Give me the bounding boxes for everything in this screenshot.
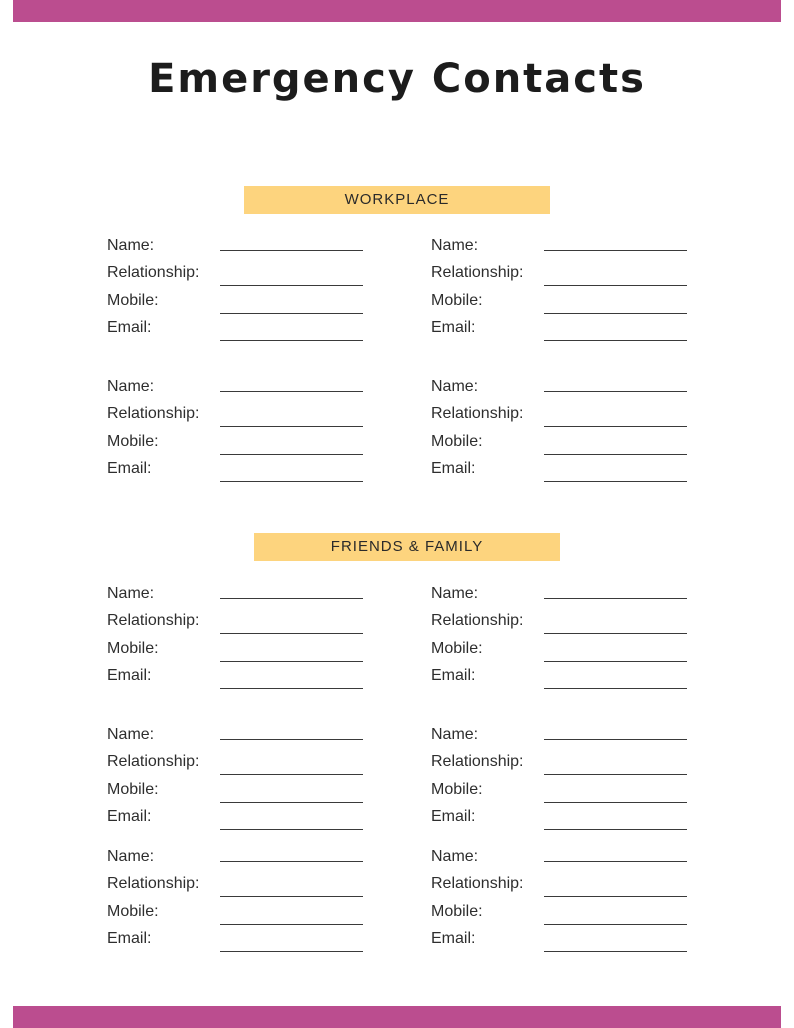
top-accent-bar <box>13 0 781 22</box>
write-in-line-mobile[interactable] <box>220 802 363 803</box>
contact-field-email <box>107 667 367 694</box>
contact-field-relationship <box>431 612 691 639</box>
contact-block <box>107 585 367 694</box>
contact-field-relationship <box>431 753 691 780</box>
contact-field-name <box>431 237 691 264</box>
write-in-line-email[interactable] <box>220 829 363 830</box>
write-in-line-email[interactable] <box>544 951 687 952</box>
field-label-name: Name: <box>431 848 479 865</box>
write-in-line-email[interactable] <box>544 688 687 689</box>
write-in-line-relationship[interactable] <box>544 285 687 286</box>
contact-field-mobile <box>107 292 367 319</box>
contact-field-mobile <box>431 292 691 319</box>
field-label-email: Email: <box>431 459 476 477</box>
contact-field-name <box>107 378 367 405</box>
write-in-line-email[interactable] <box>220 340 363 341</box>
write-in-line-relationship[interactable] <box>544 774 687 775</box>
field-label-mobile: Mobile: <box>431 639 483 657</box>
contact-field-mobile <box>431 781 691 808</box>
contact-field-name <box>107 726 367 753</box>
contact-field-relationship <box>431 875 691 902</box>
contact-block <box>431 585 691 694</box>
contact-field-name <box>431 726 691 753</box>
field-label-relationship: Relationship: <box>107 264 200 282</box>
field-label-name: Name: <box>107 237 155 254</box>
write-in-line-mobile[interactable] <box>544 313 687 314</box>
field-label-mobile: Mobile: <box>431 902 483 920</box>
write-in-line-name[interactable] <box>544 739 687 740</box>
field-label-name: Name: <box>431 378 479 395</box>
contact-field-mobile <box>431 433 691 460</box>
field-label-relationship: Relationship: <box>431 753 524 771</box>
field-label-name: Name: <box>107 378 155 395</box>
write-in-line-relationship[interactable] <box>544 896 687 897</box>
write-in-line-relationship[interactable] <box>544 426 687 427</box>
write-in-line-name[interactable] <box>220 598 363 599</box>
write-in-line-mobile[interactable] <box>544 802 687 803</box>
write-in-line-mobile[interactable] <box>544 661 687 662</box>
field-label-email: Email: <box>431 929 476 947</box>
contact-field-email <box>107 460 367 487</box>
contact-field-name <box>107 848 367 875</box>
field-label-name: Name: <box>107 585 155 602</box>
field-label-relationship: Relationship: <box>107 753 200 771</box>
field-label-relationship: Relationship: <box>431 612 524 630</box>
field-label-mobile: Mobile: <box>107 639 159 657</box>
write-in-line-email[interactable] <box>220 481 363 482</box>
field-label-name: Name: <box>107 726 155 743</box>
field-label-relationship: Relationship: <box>107 612 200 630</box>
field-label-email: Email: <box>431 807 476 825</box>
contact-field-name <box>431 585 691 612</box>
field-label-mobile: Mobile: <box>107 432 159 450</box>
write-in-line-mobile[interactable] <box>220 454 363 455</box>
contact-field-email <box>431 460 691 487</box>
field-label-email: Email: <box>107 666 152 684</box>
field-label-name: Name: <box>431 726 479 743</box>
contact-field-relationship <box>107 264 367 291</box>
write-in-line-relationship[interactable] <box>220 426 363 427</box>
contact-field-email <box>107 808 367 835</box>
field-label-email: Email: <box>107 459 152 477</box>
field-label-name: Name: <box>431 585 479 602</box>
write-in-line-email[interactable] <box>220 951 363 952</box>
field-label-email: Email: <box>107 318 152 336</box>
section-header-workplace: WORKPLACE <box>244 186 550 214</box>
field-label-mobile: Mobile: <box>431 432 483 450</box>
write-in-line-name[interactable] <box>220 739 363 740</box>
field-label-mobile: Mobile: <box>107 780 159 798</box>
bottom-accent-bar <box>13 1006 781 1028</box>
write-in-line-name[interactable] <box>544 391 687 392</box>
contact-field-mobile <box>431 640 691 667</box>
contact-block <box>107 848 367 957</box>
contact-field-mobile <box>107 903 367 930</box>
contact-field-mobile <box>107 640 367 667</box>
write-in-line-mobile[interactable] <box>220 313 363 314</box>
contact-block <box>107 726 367 835</box>
contact-field-mobile <box>431 903 691 930</box>
contact-field-relationship <box>107 875 367 902</box>
field-label-email: Email: <box>107 929 152 947</box>
contact-field-name <box>107 585 367 612</box>
contact-block <box>107 237 367 346</box>
write-in-line-relationship[interactable] <box>220 633 363 634</box>
write-in-line-name[interactable] <box>220 861 363 862</box>
contact-block <box>431 726 691 835</box>
write-in-line-email[interactable] <box>544 481 687 482</box>
write-in-line-name[interactable] <box>220 250 363 251</box>
contact-block <box>431 848 691 957</box>
contact-field-relationship <box>107 753 367 780</box>
contact-field-email <box>107 319 367 346</box>
contact-field-email <box>431 808 691 835</box>
field-label-mobile: Mobile: <box>107 291 159 309</box>
write-in-line-relationship[interactable] <box>220 896 363 897</box>
write-in-line-relationship[interactable] <box>220 774 363 775</box>
write-in-line-name[interactable] <box>544 250 687 251</box>
field-label-email: Email: <box>431 318 476 336</box>
contact-field-name <box>431 848 691 875</box>
contact-field-relationship <box>107 612 367 639</box>
field-label-relationship: Relationship: <box>107 875 200 893</box>
write-in-line-relationship[interactable] <box>220 285 363 286</box>
contact-block <box>431 378 691 487</box>
contact-field-email <box>431 319 691 346</box>
contact-field-email <box>431 667 691 694</box>
contact-field-name <box>107 237 367 264</box>
contact-field-name <box>431 378 691 405</box>
field-label-relationship: Relationship: <box>431 405 524 423</box>
section-header-friends-family: FRIENDS & FAMILY <box>254 533 560 561</box>
contact-field-email <box>107 930 367 957</box>
write-in-line-email[interactable] <box>220 688 363 689</box>
write-in-line-mobile[interactable] <box>220 924 363 925</box>
write-in-line-name[interactable] <box>544 861 687 862</box>
field-label-email: Email: <box>107 807 152 825</box>
contact-field-relationship <box>107 405 367 432</box>
contact-field-email <box>431 930 691 957</box>
field-label-relationship: Relationship: <box>107 405 200 423</box>
field-label-relationship: Relationship: <box>431 264 524 282</box>
contact-block <box>107 378 367 487</box>
write-in-line-name[interactable] <box>220 391 363 392</box>
field-label-mobile: Mobile: <box>107 902 159 920</box>
write-in-line-relationship[interactable] <box>544 633 687 634</box>
contact-field-mobile <box>107 433 367 460</box>
field-label-email: Email: <box>431 666 476 684</box>
write-in-line-email[interactable] <box>544 829 687 830</box>
write-in-line-email[interactable] <box>544 340 687 341</box>
field-label-relationship: Relationship: <box>431 875 524 893</box>
contact-field-relationship <box>431 405 691 432</box>
field-label-name: Name: <box>431 237 479 254</box>
write-in-line-mobile[interactable] <box>544 454 687 455</box>
contact-field-mobile <box>107 781 367 808</box>
field-label-mobile: Mobile: <box>431 291 483 309</box>
write-in-line-mobile[interactable] <box>544 924 687 925</box>
contact-block <box>431 237 691 346</box>
write-in-line-name[interactable] <box>544 598 687 599</box>
contact-field-relationship <box>431 264 691 291</box>
page-title: Emergency Contacts <box>148 56 646 102</box>
write-in-line-mobile[interactable] <box>220 661 363 662</box>
field-label-mobile: Mobile: <box>431 780 483 798</box>
field-label-name: Name: <box>107 848 155 865</box>
